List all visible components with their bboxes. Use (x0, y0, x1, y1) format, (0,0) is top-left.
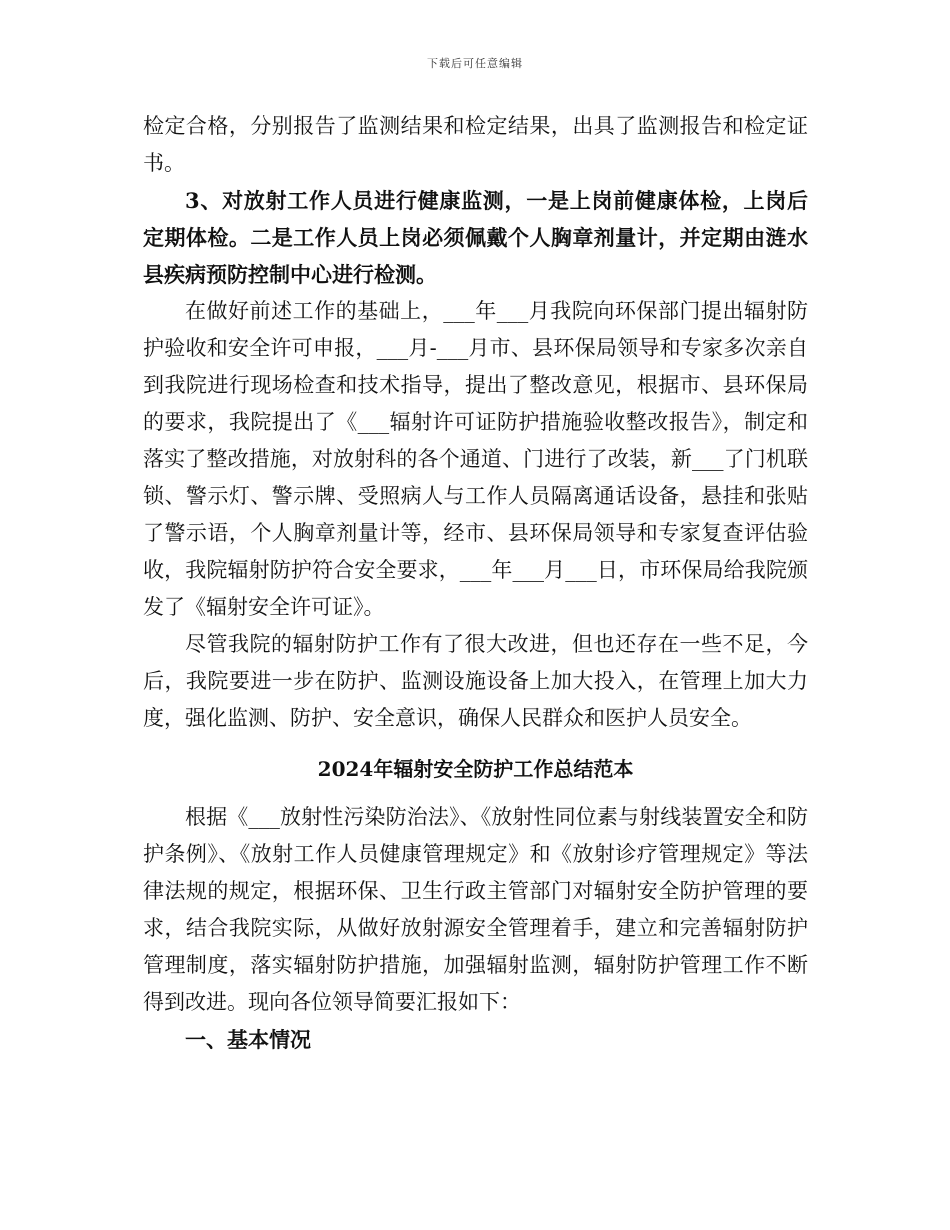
paragraph-continuation: 检定合格，分别报告了监测结果和检定结果，出具了监测报告和检定证书。 (143, 114, 808, 175)
paragraph-license-application: 在做好前述工作的基础上，___年___月我院向环保部门提出辐射防护验收和安全许可申报，___月-___月市、县环保局领导和专家多次亲自到我院进行现场检查和技术指导，提出了整改意见，根据市、县环保局的要求，我院提出了《___辐射许可证防护措施验收整改报告》，制定和落实了整改措施，对放射科的各个通道、门进行了改装，新___了门机联锁、警示灯、警示牌、受照病人与工作人员隔离通话设备，悬挂和张贴了警示语，个人胸章剂量计等，经市、县环保局领导和专家复查评估验收，我院辐射防护符合安全要求，___年___月___日，市环保局给我院颁发了《辐射安全许可证》。 (143, 299, 808, 619)
document-title: 2024年辐射安全防护工作总结范本 (317, 757, 634, 781)
paragraph-health-monitoring: 3、对放射工作人员进行健康监测，一是上岗前健康体检，上岗后定期体检。二是工作人员上岗必须佩戴个人胸章剂量计，并定期由涟水县疾病预防控制中心进行检测。 (143, 188, 808, 287)
paragraph-introduction: 根据《___放射性污染防治法》、《放射性同位素与射线装置安全和防护条例》、《放射工作人员健康管理规定》和《放射诊疗管理规定》等法律法规的规定，根据环保、卫生行政主管部门对辐射安全防护管理的要求，结合我院实际，从做好放射源安全管理着手，建立和完善辐射防护管理制度，落实辐射防护措施，加强辐射监测，辐射防护管理工作不断得到改进。现向各位领导简要汇报如下： (143, 805, 808, 1014)
page-header: 下载后可任意编辑 (427, 57, 523, 70)
paragraph-shortcomings: 尽管我院的辐射防护工作有了很大改进，但也还存在一些不足，今后，我院要进一步在防护、监测设施设备上加大投入，在管理上加大力度，强化监测、防护、安全意识，确保人民群众和医护人员安全。 (143, 632, 808, 730)
section-heading-basic-situation: 一、基本情况 (185, 1027, 311, 1052)
document-body (143, 108, 808, 1058)
